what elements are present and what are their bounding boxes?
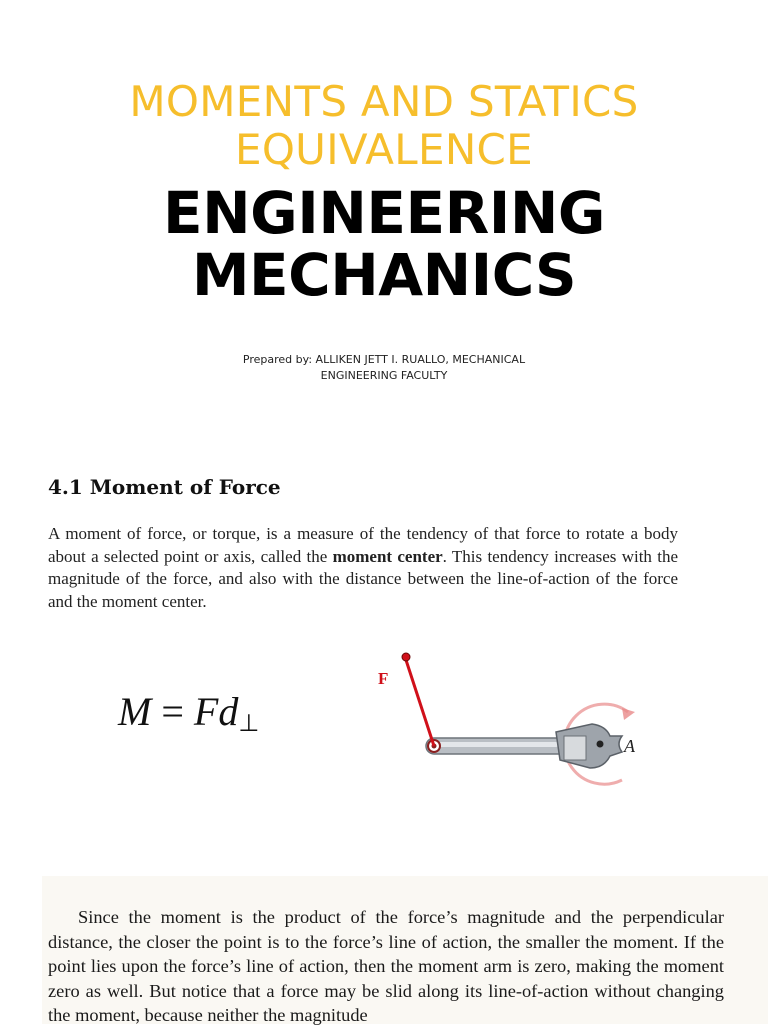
- formula-equals: =: [161, 689, 184, 734]
- moment-arm-paragraph: Since the moment is the product of the force’s magnitude and the perpendicular distance, the closer the point is to the force’s line of action, the smaller the moment. If the point lies upon the force’s line of action, then the moment arm is zero, making the moment zero as well. But notice that a force may be slid along its line-of-action without changing the moment, because neither the magnitude: [48, 907, 724, 1026]
- point-a-label: A: [624, 736, 635, 756]
- intro-text-a: A moment of force, or torque, is a measure of the tendency of that force to rotate a body about a selected point or axis, called the: [48, 524, 678, 566]
- formula-subscript: ⊥: [238, 711, 260, 737]
- moment-center-term: moment center: [332, 546, 443, 566]
- document-title: [0, 179, 768, 309]
- formula-rhs: Fd: [193, 689, 239, 734]
- formula-lhs: M: [118, 689, 152, 734]
- prepared-line-2: ENGINEERING FACULTY: [320, 369, 448, 382]
- intro-paragraph: [48, 523, 678, 613]
- prepared-by: [234, 352, 534, 384]
- subtitle-line-1: MOMENTS AND STATICS: [129, 77, 639, 126]
- force-arrow-tip: [402, 653, 410, 661]
- title-line-1: ENGINEERING: [162, 179, 606, 247]
- section-heading: 4.1 Moment of Force: [48, 475, 281, 499]
- intro-text-b: . This tendency increases with the magnitude of the force, and also with the distance between the line-of-action of the force and the moment center.: [48, 546, 678, 611]
- document-subtitle: [0, 78, 768, 174]
- moment-formula: [118, 688, 259, 738]
- title-line-2: MECHANICS: [191, 241, 577, 309]
- force-arrow: [406, 660, 434, 746]
- force-label: F: [378, 669, 389, 688]
- subtitle-line-2: EQUIVALENCE: [234, 125, 534, 174]
- rotation-arrowhead: [622, 708, 635, 720]
- moment-center-point: [597, 741, 604, 748]
- wrench-figure: [360, 640, 650, 810]
- prepared-line-1: Prepared by: ALLIKEN JETT I. RUALLO, MECHANICAL: [242, 353, 526, 366]
